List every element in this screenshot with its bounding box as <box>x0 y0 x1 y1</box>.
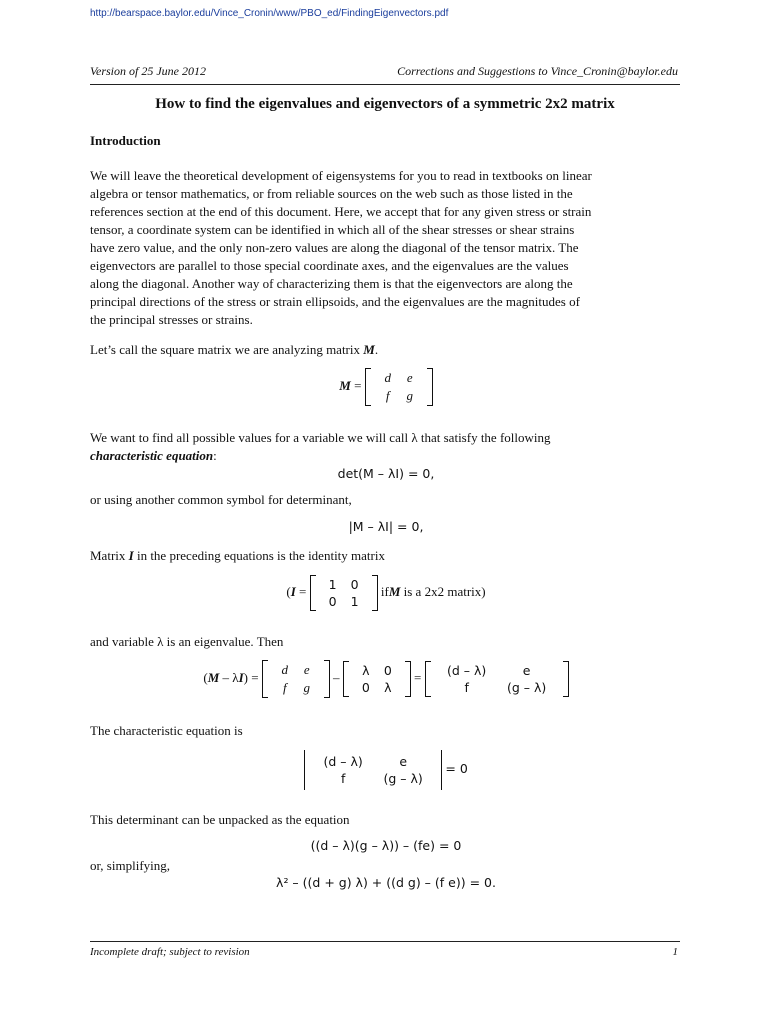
intro-line: We will leave the theoretical development of eigensystems for you to read in textbooks on linear <box>90 168 592 183</box>
identity-matrix-text: Matrix I in the preceding equations is the identity matrix <box>90 548 385 563</box>
matrix-cell: e <box>399 754 408 769</box>
matrix-cell: f <box>385 388 390 403</box>
identity-matrix-definition: (I = 1 0 0 1 ifM is a 2x2 matrix) <box>286 577 486 609</box>
matrix-cell: (g – λ) <box>506 680 547 695</box>
simplified-equation: λ² – ((d + g) λ) + ((d g) – (f e)) = 0. <box>276 875 496 890</box>
matrix-cell: (d – λ) <box>323 754 363 769</box>
characteristic-determinant: (d – λ) e f (g – λ) = 0 <box>90 750 682 790</box>
matrix-cell: λ <box>362 663 370 678</box>
simplifying-text: or, simplifying, <box>90 858 171 873</box>
intro-paragraph <box>90 167 682 329</box>
corrections-contact: Corrections and Suggestions to Vince_Cronin@baylor.edu <box>397 64 678 78</box>
source-url[interactable]: http://bearspace.baylor.edu/Vince_Cronin/www/PBO_ed/FindingEigenvectors.pdf <box>90 8 449 19</box>
characteristic-equation-text: The characteristic equation is <box>90 723 243 738</box>
matrix-cell: 0 <box>350 577 359 592</box>
matrix-cell: λ <box>384 680 392 695</box>
characteristic-intro: We want to find all possible values for a variable we will call λ that satisfy the following characteristic equation: <box>90 430 551 463</box>
unpacked-equation: ((d – λ)(g – λ)) – (fe) = 0 <box>310 838 462 853</box>
matrix-cell: (d – λ) <box>446 663 487 678</box>
intro-line: eigenvectors are parallel to those special coordinate axes, and the eigenvalues are the values <box>90 258 569 273</box>
matrix-cell: 1 <box>350 594 359 609</box>
intro-line: have zero value, and the only non-zero values are along the diagonal of the tensor matrix. The <box>90 240 579 255</box>
determinant-symbol-text: or using another common symbol for determinant, <box>90 492 352 507</box>
matrix-m-definition: M = d e f g <box>90 368 682 406</box>
intro-line: algebra or tensor mathematics, or from reliable sources on the web such as those listed in the <box>90 186 573 201</box>
draft-note: Incomplete draft; subject to revision <box>90 946 250 958</box>
matrix-cell: e <box>303 662 310 677</box>
matrix-cell: f <box>464 680 469 695</box>
matrix-cell: g <box>303 680 311 695</box>
section-heading: Introduction <box>90 133 161 148</box>
matrix-cell: 0 <box>361 680 370 695</box>
determinant-equation: det(M – λI) = 0, <box>337 466 435 481</box>
intro-line: references section at the end of this document. Here, we accept that for any given stress or strain <box>90 204 592 219</box>
matrix-cell: e <box>406 370 413 385</box>
unpacked-text: This determinant can be unpacked as the equation <box>90 812 350 827</box>
absolute-determinant-equation: |M – λI| = 0, <box>348 519 424 534</box>
version-date: Version of 25 June 2012 <box>90 64 206 78</box>
matrix-cell: 0 <box>328 594 337 609</box>
matrix-cell: (g – λ) <box>383 771 423 786</box>
footer-rule <box>90 941 680 942</box>
document-title: How to find the eigenvalues and eigenvectors of a symmetric 2x2 matrix <box>155 96 615 112</box>
matrix-intro-text: Let’s call the square matrix we are analyzing matrix M. <box>90 342 379 357</box>
eigenvalue-text: and variable λ is an eigenvalue. Then <box>90 634 284 649</box>
matrix-cell: 0 <box>383 663 392 678</box>
characteristic-equation-term: characteristic equation <box>90 448 214 463</box>
intro-line: principal directions of the stress or strain ellipsoids, and the eigenvalues are the magnitudes of <box>90 294 580 309</box>
header-rule <box>90 84 680 85</box>
matrix-cell: d <box>384 370 391 385</box>
matrix-subtraction-equation: (M – λI) = d e f g – λ 0 0 λ = (d – λ) e f (g – λ) <box>90 660 682 698</box>
matrix-cell: d <box>281 662 289 677</box>
matrix-cell: g <box>406 388 413 403</box>
matrix-cell: 1 <box>328 577 337 592</box>
intro-line: the principal stresses or strains. <box>90 312 253 327</box>
matrix-cell: f <box>282 680 287 695</box>
matrix-cell: f <box>340 771 346 786</box>
page-number: 1 <box>672 946 678 958</box>
matrix-cell: e <box>522 663 531 678</box>
intro-line: tensor, a coordinate system can be identified in which all of the shear stresses or shear strains <box>90 222 575 237</box>
intro-line: along the diagonal. Another way of characterizing them is that the eigenvectors are along the <box>90 276 573 291</box>
